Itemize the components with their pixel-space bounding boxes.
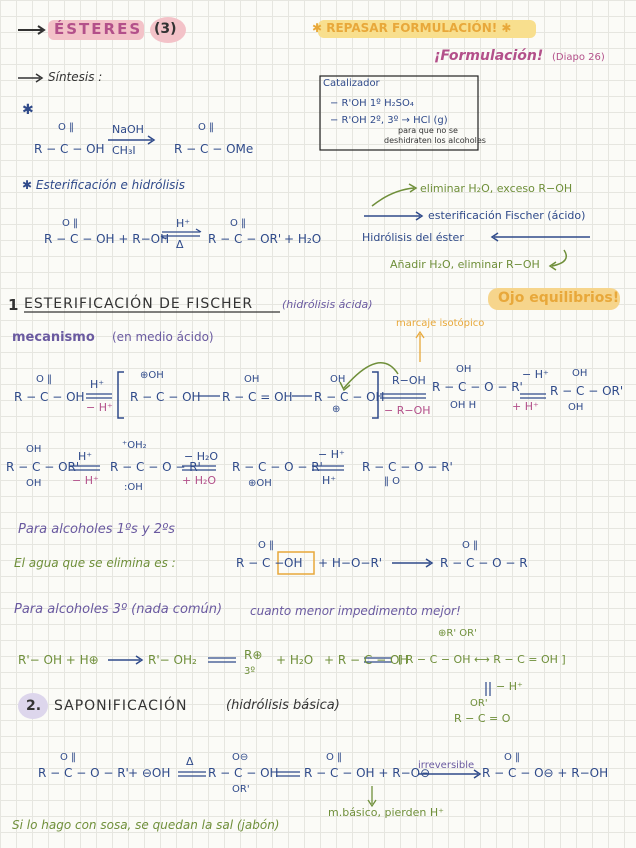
sap-tetra: R − C − OH [208,766,279,780]
catalizador-line3: para que no se [398,126,458,135]
eq3-mid: R'− OH₂ [148,653,197,667]
section2-number: 2. [26,698,42,714]
r1-plus-h2: + H⁺ [512,400,539,413]
catalizador-line2: − R'OH 2º, 3º → HCl (g) [330,115,448,126]
r1-minus-roh: − R−OH [384,404,431,417]
eliminar-note: eliminar H₂O, exceso R−OH [420,182,573,195]
r2-m1-bottom: OH [26,478,42,489]
repasar-note: ✱ REPASAR FORMULACIÓN! ✱ [312,21,512,35]
eq3-carbocation-sub: 3º [244,666,256,677]
eq-cat-top: H⁺ [176,217,191,230]
eq-right: R − C − OR' [208,232,282,246]
sintesis-label: Síntesis : [48,70,103,84]
r1-res1-top: ⊕OH [140,370,164,381]
catalizador-line4: deshidraten los alcoholes [384,136,486,145]
ojo-note: Ojo equilibrios! [498,290,620,306]
sintesis-reactant-carbonyl: O ‖ [58,122,75,133]
sap-plus-oh: + ⊖OH [128,766,171,780]
section1-number: 1 [8,296,19,314]
section2-subtitle: (hidrólisis básica) [226,698,340,713]
eq-left: R − C − OH + R−OH [44,232,170,246]
sap-mbasico-note: m.básico, pierden H⁺ [328,806,444,819]
r1-alcohol: R−OH [392,374,426,387]
anadir-note: Añadir H₂O, eliminar R−OH [390,258,540,271]
medio-label: (en medio ácido) [112,330,214,344]
agua-eq-boxed: OH [284,556,303,570]
sintesis-reagent-top: NaOH [112,123,144,136]
r1-res3-top: OH [330,374,346,385]
para-alcoholes-3: Para alcoholes 3º (nada común) [14,602,223,617]
esterificacion-heading: ✱ Esterificación e hidrólisis [22,178,185,192]
r2-m4-bottom: ‖ O [384,476,401,487]
sap-ester: R − C − O − R' [38,766,129,780]
r2-plus-h2o: + H₂O [182,474,217,487]
r1-res2: R − C = OH [222,390,293,404]
r1-tetra-top: OH [456,364,472,375]
formulacion-note: ¡Formulación! [434,48,544,64]
page-number: (3) [154,21,177,37]
r1-plus-h: H⁺ [90,378,105,391]
r1-tetra2-top: OH [572,368,588,379]
r2-m3-bottom: ⊕OH [248,478,272,489]
r2-m2: R − C − O − R' [110,460,201,474]
section2-title: SAPONIFICACIÓN [54,698,188,714]
r2-m2-top: ⁺OH₂ [122,440,147,451]
para-alcoholes-12: Para alcoholes 1ºs y 2ºs [18,522,175,537]
sap-conclusion: Si lo hago con sosa, se quedan la sal (jabón) [12,818,280,832]
mecanismo-label: mecanismo [12,330,95,345]
agua-eq-right-carbonyl: O ‖ [462,540,479,551]
diapo-ref: (Diapo 26) [552,52,605,63]
sap-delta: Δ [186,755,194,768]
section1-subtitle: (hidrólisis ácida) [282,298,373,311]
r2-m3: R − C − O − R' [232,460,323,474]
sap-acid-carbonyl: O ‖ [326,752,343,763]
r1-tetra2-bottom: OH [568,402,584,413]
sap-product: R − C − O⊖ + R−OH [482,766,609,780]
sintesis-product-carbonyl: O ‖ [198,122,215,133]
agua-eq-carbonyl: O ‖ [258,540,275,551]
eq3-final: R − C = O [454,712,511,725]
sintesis-reactant: R − C − OH [34,142,105,156]
eq3-minus-h: − H⁺ [496,680,523,693]
fischer-note: esterificación Fischer (ácido) [428,209,586,222]
eq-left-carbonyl: O ‖ [62,218,79,229]
sintesis-star: ✱ [22,102,34,118]
eq3-water: + H₂O [276,653,314,667]
impedimento-note: cuanto menor impedimento mejor! [250,604,461,618]
catalizador-title: Catalizador [323,78,380,89]
agua-eliminada: El agua que se elimina es : [14,556,176,570]
sap-irreversible: irreversible [418,760,475,771]
eq3-carbocation: R⊕ [244,648,263,662]
r2-m4: R − C − O − R' [362,460,453,474]
eq-right-carbonyl: O ‖ [230,218,247,229]
r2-plus-h2: H⁺ [322,474,337,487]
r1-res2-top: OH [244,374,260,385]
eq3-bracket: [ R − C − OH ⟷ R − C = OH ] [398,653,566,666]
page-title: ÉSTERES [54,20,143,38]
r2-m1-top: OH [26,444,42,455]
r2-minus-h2: − H⁺ [318,448,345,461]
catalizador-line1: − R'OH 1º H₂SO₄ [330,98,414,109]
sap-tetra-top: O⊖ [232,752,249,763]
eq3-left: R'− OH + H⊕ [18,653,99,667]
marcaje-note: marcaje isotópico [396,318,485,329]
r1-acid-carbonyl: O ‖ [36,374,53,385]
agua-eq-left: R − C − [236,556,285,570]
sintesis-product: R − C − OMe [174,142,254,156]
r2-m2-bottom: :OH [124,482,143,493]
r1-res1: R − C − OH [130,390,201,404]
sintesis-reagent-bottom: CH₃I [112,144,136,157]
r2-minus-h2o: − H₂O [184,450,219,463]
eq3-final-top: OR' [470,698,488,709]
sap-tetra-bottom: OR' [232,784,250,795]
r1-minus-h2: − H⁺ [522,368,549,381]
sap-ester-carbonyl: O ‖ [60,752,77,763]
eq-water: + H₂O [284,232,322,246]
sap-acid: R − C − OH + R−O⊖ [304,766,431,780]
hidrolisis-ester-note: Hidrólisis del éster [362,231,464,244]
r1-acid: R − C − OH [14,390,85,404]
eq-cat-bottom: Δ [176,238,184,251]
r1-minus-h: − H⁺ [86,401,113,414]
r2-plus-h: H⁺ [78,450,93,463]
eq3-acid: + R − C − OH [324,653,409,667]
r1-tetra: R − C − O − R' [432,380,523,394]
agua-eq-plus: + H−O−R' [318,556,383,570]
sap-product-carbonyl: O ‖ [504,752,521,763]
r1-tetra2: R − C − OR' [550,384,624,398]
r1-tetra-bottom: OH H [450,400,477,411]
eq3-bracket-top: ⊕R' OR' [438,628,477,639]
section1-title: ESTERIFICACIÓN DE FISCHER [24,296,254,312]
r1-res3: R − C − OH [314,390,385,404]
r2-m1: R − C − OR' [6,460,80,474]
r2-minus-h: − H⁺ [72,474,99,487]
agua-eq-right: R − C − O − R [440,556,528,570]
r1-res3-bottom: ⊕ [332,404,341,415]
